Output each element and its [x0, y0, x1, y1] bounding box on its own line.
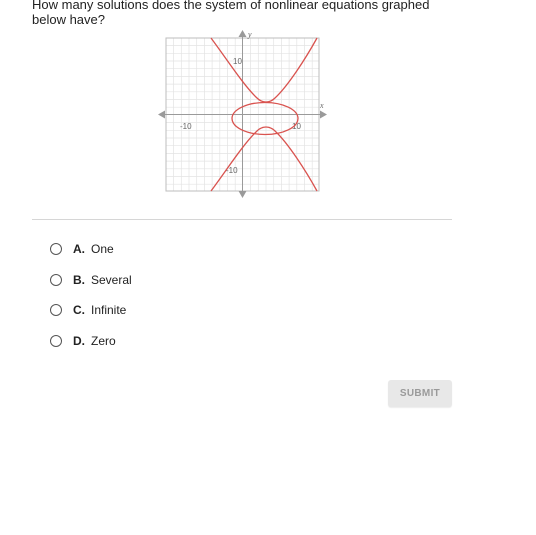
- option-c[interactable]: [50, 301, 132, 319]
- tick-y-top: 10: [233, 57, 242, 66]
- answer-options: [50, 240, 132, 362]
- radio-d-icon[interactable]: [50, 335, 62, 347]
- axes: [161, 33, 324, 196]
- option-d-letter: D.: [73, 333, 85, 348]
- hyperbola-lower-branch: [211, 127, 317, 191]
- axis-x-label: x: [320, 101, 324, 110]
- option-b-letter: B.: [73, 272, 85, 287]
- y-axis-arrow-up: [239, 30, 247, 37]
- option-a[interactable]: [50, 240, 132, 258]
- tick-y-bottom: -10: [226, 166, 238, 175]
- option-a-letter: A.: [73, 242, 85, 256]
- x-axis-arrow-left: [158, 111, 165, 119]
- hyperbola-upper-branch: [211, 38, 317, 102]
- radio-a-icon[interactable]: [50, 243, 62, 255]
- option-c-text: Infinite: [91, 303, 127, 317]
- y-axis-arrow-down: [239, 191, 247, 198]
- tick-x-left: -10: [180, 122, 192, 131]
- radio-b-icon[interactable]: [50, 274, 62, 286]
- option-b-text: Several: [91, 272, 132, 287]
- question-text: How many solutions does the system of nonlinear equations graphed below have?: [32, 0, 430, 27]
- x-axis-arrow-right: [320, 111, 327, 119]
- option-d[interactable]: [50, 332, 132, 350]
- option-c-letter: C.: [73, 303, 85, 317]
- option-d-text: Zero: [91, 333, 116, 348]
- tick-x-right: 10: [292, 122, 301, 131]
- graph: [156, 28, 332, 200]
- option-a-text: One: [91, 242, 114, 256]
- option-b[interactable]: [50, 271, 132, 289]
- axis-y-label: y: [248, 30, 252, 39]
- radio-c-icon[interactable]: [50, 304, 62, 316]
- submit-button[interactable]: SUBMIT: [388, 380, 452, 407]
- divider: [32, 219, 452, 220]
